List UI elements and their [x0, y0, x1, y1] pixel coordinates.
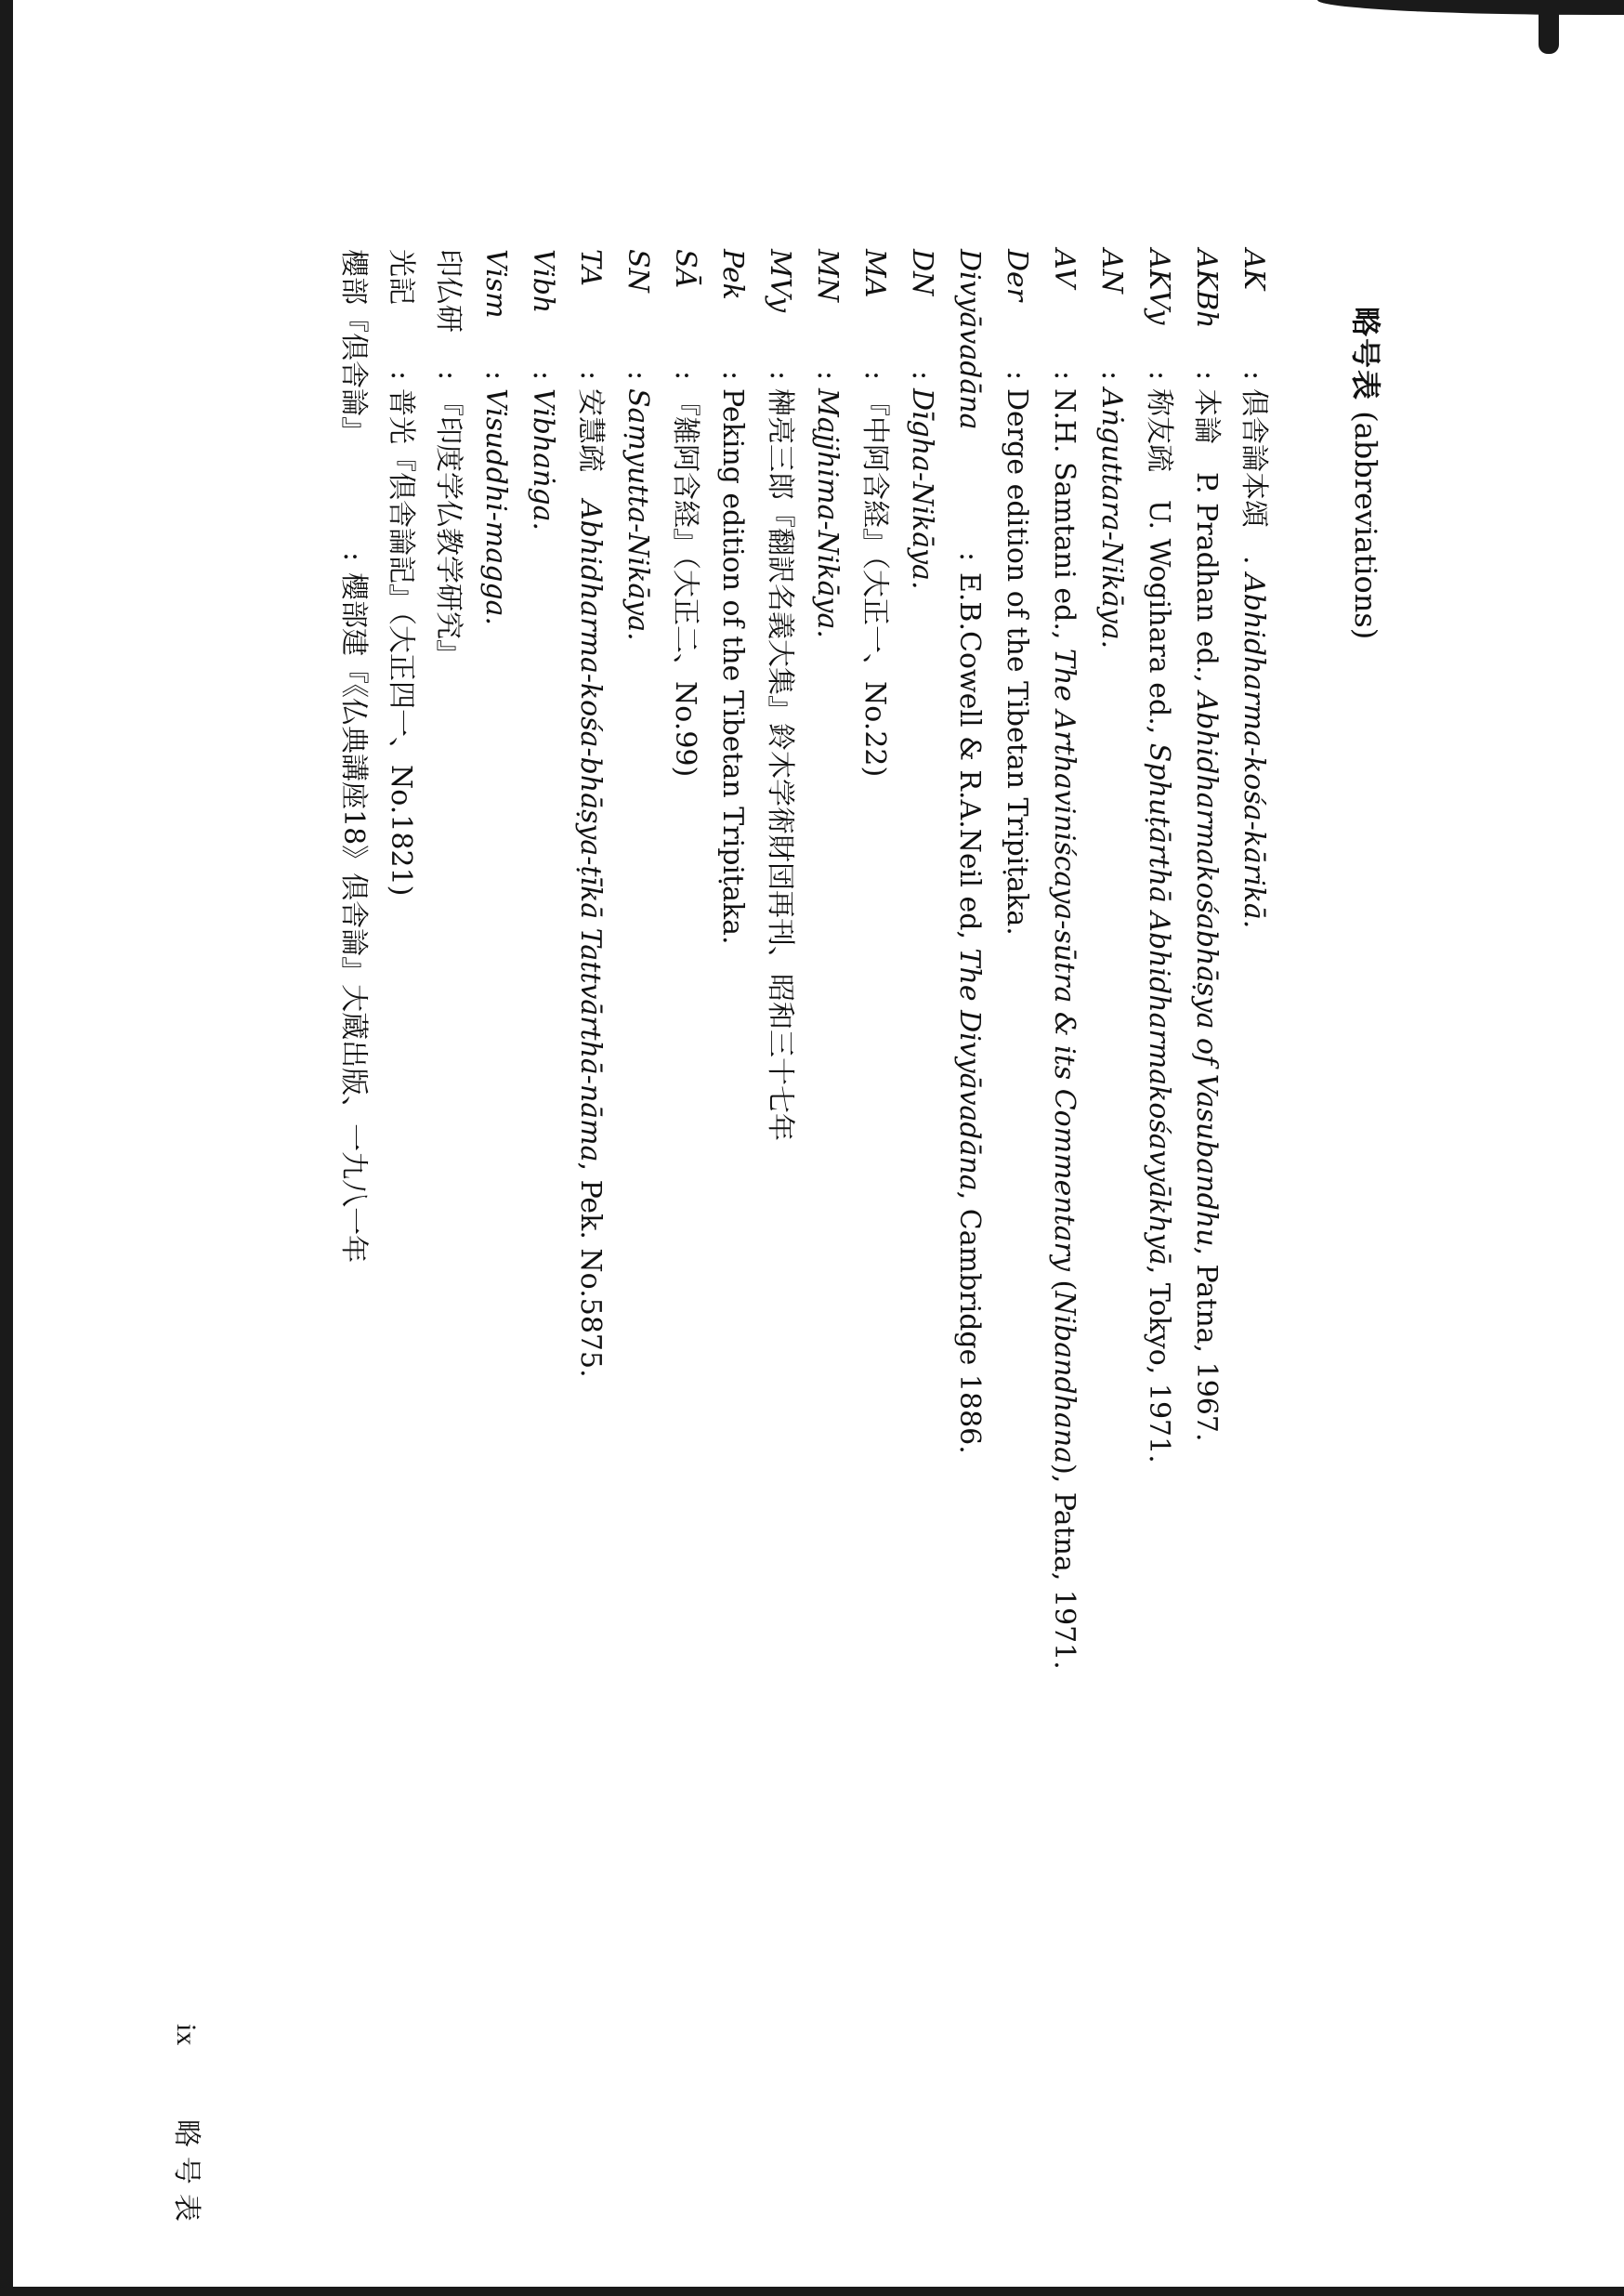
abbreviation-definition: [1135, 388, 1183, 1463]
abbreviation-definition: [1088, 388, 1135, 649]
page-heading: [1347, 307, 1384, 639]
abbreviation-term: SĀ: [669, 249, 701, 289]
abbreviation-row: [661, 249, 709, 2107]
rotated-page-content: [65, 249, 1384, 2119]
abbreviation-term: AV: [1048, 249, 1080, 288]
definition-segment: , Cambridge 1886.: [953, 1190, 986, 1454]
abbreviation-row: [804, 249, 851, 2107]
abbreviation-definition: [946, 572, 993, 1454]
scan-edge-top-right: [1317, 0, 1624, 15]
separator-colon: :: [716, 371, 749, 381]
separator-colon: :: [764, 371, 796, 381]
abbreviation-definition: [472, 388, 519, 625]
definition-segment: E.B.Cowell & R.A.Neil ed,: [953, 572, 986, 949]
abbreviation-definition: [851, 388, 898, 777]
abbreviation-term: AN: [1095, 249, 1128, 294]
abbreviation-term: MVy: [764, 249, 796, 313]
definition-segment: 安慧疏: [574, 388, 607, 500]
definition-segment: Aṅguttara-Nikāya.: [1095, 388, 1128, 649]
separator-colon: :: [906, 371, 938, 381]
definition-segment: Peking edition of the Tibetan Tripiṭaka.: [716, 388, 749, 945]
definition-segment: Abhidharma-kośa-kārikā.: [1238, 573, 1270, 929]
separator-colon: :: [479, 371, 512, 381]
abbreviation-term: 光記: [385, 249, 417, 305]
abbreviation-row: [851, 249, 898, 2107]
definition-segment: , Pek. No.5875.: [574, 1161, 607, 1378]
separator-colon: :: [527, 371, 559, 381]
definition-segment: Visuddhi-magga.: [479, 388, 512, 626]
abbreviation-definition: [756, 388, 804, 1141]
separator-colon: :: [574, 371, 607, 381]
abbreviation-term: AK: [1238, 249, 1270, 291]
abbreviation-row: [1230, 249, 1277, 2107]
abbreviation-definition: [804, 388, 851, 638]
abbreviation-term: DN: [906, 249, 938, 296]
abbreviation-term: AKVy: [1143, 249, 1175, 325]
definition-segment: 櫻部建『《仏典講座18》倶舎論』大蔵出版、一九八一年: [337, 572, 370, 1264]
separator-colon: :: [1001, 371, 1033, 381]
separator-colon: :: [385, 371, 417, 381]
page-footer: [169, 2024, 203, 2231]
definition-segment: 本論 P. Pradhan ed.,: [1190, 388, 1223, 692]
abbreviation-term: Pek: [716, 249, 749, 300]
abbreviation-term: Der: [1001, 249, 1033, 302]
abbreviation-row: [1135, 249, 1183, 2107]
definition-segment: Vibhaṅga.: [527, 388, 559, 531]
separator-colon: :: [669, 371, 701, 381]
abbreviation-row: [898, 249, 946, 2107]
abbreviation-row: [946, 249, 993, 2107]
definition-segment: 『雑阿含経』（大正二、No.99): [669, 388, 701, 778]
abbreviation-row: [377, 249, 425, 2107]
definition-segment: Sphuṭārthā Abhidharmakośavyākhyā: [1143, 742, 1175, 1266]
abbreviation-row: [567, 249, 614, 2107]
abbreviation-definition: [567, 388, 614, 1378]
abbreviation-row: [1041, 249, 1088, 2107]
abbreviation-term: 印仏研: [432, 249, 465, 333]
abbreviation-definition: [661, 388, 709, 777]
abbreviation-term: TA: [574, 249, 607, 287]
separator-colon: :: [1190, 371, 1223, 381]
abbreviation-definition: [1183, 388, 1230, 1442]
abbreviation-term: SN: [622, 249, 654, 293]
abbreviation-definition: [425, 388, 472, 667]
definition-segment: 倶舎論本頌 .: [1238, 388, 1270, 574]
abbreviation-row: [993, 249, 1041, 2107]
abbreviation-row: [519, 249, 567, 2107]
abbreviation-row: [614, 249, 661, 2107]
abbreviation-term: Vism: [479, 249, 512, 319]
abbreviation-definition: [993, 388, 1041, 936]
separator-colon: :: [337, 552, 370, 562]
definition-segment: (: [1048, 1270, 1080, 1292]
abbreviation-list: [330, 249, 1277, 2107]
definition-segment: Saṃyutta-Nikāya.: [622, 388, 654, 641]
abbreviation-term: AKBh: [1190, 249, 1223, 329]
definition-segment: 『中阿含経』（大正一、No.22): [858, 388, 891, 778]
abbreviation-row: [472, 249, 519, 2107]
abbreviation-row: [425, 249, 472, 2107]
separator-colon: :: [1238, 371, 1270, 381]
definition-segment: Derge edition of the Tibetan Tripiṭaka.: [1001, 388, 1033, 936]
heading-japanese: 略号表: [1348, 307, 1383, 402]
abbreviation-row: [1183, 249, 1230, 2107]
page-number: ix: [171, 2024, 202, 2046]
definition-segment: , Patna, 1967.: [1190, 1246, 1223, 1442]
abbreviation-definition: [1230, 388, 1277, 928]
scan-edge-left: [0, 0, 13, 2296]
separator-colon: :: [622, 371, 654, 381]
abbreviation-definition: [377, 388, 425, 896]
abbreviation-definition: [898, 388, 946, 589]
definition-segment: 榊亮三郎『翻訳名義大集』鈴木学術財団再刊、昭和三十七年: [764, 388, 796, 1141]
separator-colon: :: [1048, 371, 1080, 381]
abbreviation-term: Vibh: [527, 249, 559, 314]
definition-segment: Abhidharma-kośa-bhāṣya-ṭīkā Tattvārthā-nāma: [574, 500, 607, 1162]
separator-colon: :: [858, 371, 891, 381]
abbreviation-definition: [709, 388, 756, 945]
abbreviation-row: [709, 249, 756, 2107]
abbreviation-term: MA: [858, 249, 891, 298]
definition-segment: Nibandhana: [1048, 1291, 1080, 1464]
definition-segment: 普光『倶舎論記』（大正四一、No.1821): [385, 388, 417, 897]
abbreviation-definition: [614, 388, 661, 641]
scan-edge-top-hook: [1539, 0, 1559, 54]
separator-colon: :: [953, 552, 986, 562]
heading-english: (abbreviations): [1348, 411, 1383, 640]
definition-segment: Abhidharmakośabhāṣya of Vasubandhu: [1190, 691, 1223, 1247]
definition-segment: N.H. Samtani ed.,: [1048, 388, 1080, 649]
definition-segment: The Divyāvadāna: [953, 948, 986, 1191]
abbreviation-row: [756, 249, 804, 2107]
definition-segment: Dīgha-Nikāya.: [906, 388, 938, 590]
abbreviation-row: [1088, 249, 1135, 2107]
separator-colon: :: [811, 371, 844, 381]
scan-edge-bottom: [0, 2287, 1624, 2296]
separator-colon: :: [1143, 371, 1175, 381]
definition-segment: The Arthaviniścaya-sūtra & its Commentary: [1048, 648, 1080, 1271]
separator-colon: :: [432, 371, 465, 381]
abbreviation-term: 櫻部『倶舎論』: [337, 249, 370, 444]
definition-segment: , Tokyo, 1971.: [1143, 1265, 1175, 1463]
separator-colon: :: [1095, 371, 1128, 381]
abbreviation-term: MN: [811, 249, 844, 302]
abbreviation-term: Divyāvadāna: [953, 249, 986, 430]
running-title: 略号表: [170, 2119, 203, 2231]
definition-segment: ), Patna, 1971.: [1048, 1463, 1080, 1670]
definition-segment: Majjhima-Nikāya.: [811, 388, 844, 638]
abbreviation-definition: [330, 572, 377, 1263]
definition-segment: 称友疏 U. Wogihara ed.,: [1143, 388, 1175, 743]
abbreviation-definition: [519, 388, 567, 531]
abbreviation-row: [330, 249, 377, 2107]
abbreviation-definition: [1041, 388, 1088, 1670]
definition-segment: 『印度学仏教学研究』: [432, 388, 465, 667]
